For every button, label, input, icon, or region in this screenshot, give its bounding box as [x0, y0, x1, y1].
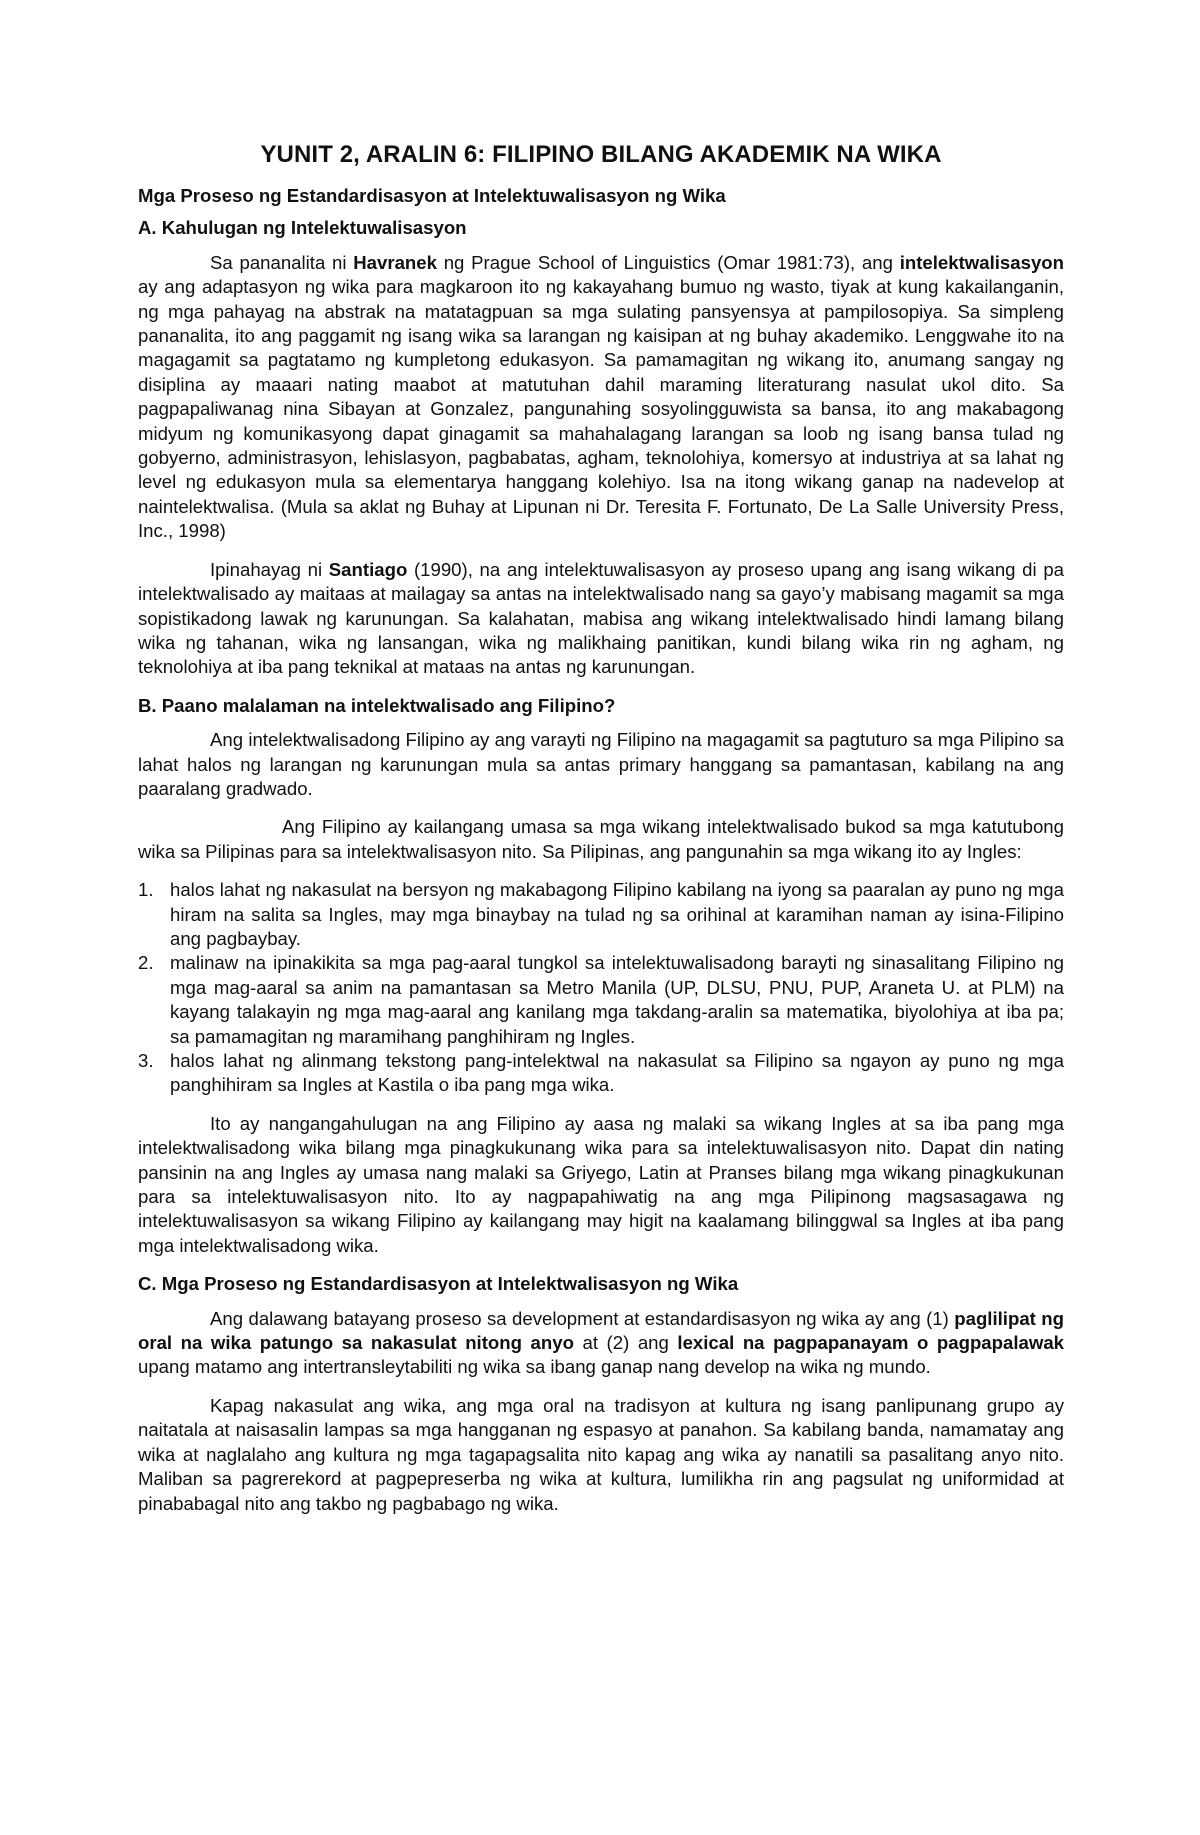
text-run: Sa pananalita ni — [210, 251, 354, 273]
document-subtitle: Mga Proseso ng Estandardisasyon at Intelektuwalisasyon ng Wika — [138, 185, 726, 206]
list-item — [138, 1049, 1064, 1098]
section-a-paragraph-1 — [138, 251, 1064, 544]
section-b-heading: B. Paano malalaman na intelektwalisado ang Filipino? — [138, 694, 616, 716]
document-page — [138, 140, 1064, 1530]
numbered-list — [138, 878, 1064, 1098]
list-number: 1. — [138, 879, 154, 901]
document-title: YUNIT 2, ARALIN 6: FILIPINO BILANG AKADEMIK NA WIKA — [260, 141, 942, 168]
bold-term: intelektwalisasyon — [899, 251, 1065, 273]
section-c-paragraph-2: Kapag nakasulat ang wika, ang mga oral na tradisyon at kultura ng isang panlipunang grupo ay naitatala at naisasalin lampas sa mga hangganan ng espasyo at panahon. Sa kabilang banda, namamatay ang wika at naglalaho ang kultura ng mga tagapagsalita nito kapag ang wika ay nanatili sa pasalitang anyo nito. Maliban sa pagrerekord at pagpepreserba ng wika at kultura, lumilikha rin ang pagsulat ng uniformidad at pinababagal nito ang takbo ng pagbabago ng wika. — [138, 1394, 1064, 1514]
text-run: Ang dalawang batayang proseso sa development at estandardisasyon ng wika ay ang (1) — [210, 1307, 955, 1329]
section-c-heading: C. Mga Proseso ng Estandardisasyon at Intelektwalisasyon ng Wika — [138, 1273, 739, 1295]
section-a-heading: A. Kahulugan ng Intelektuwalisasyon — [138, 217, 467, 239]
text-run: (1990), na ang intelektuwalisasyon ay proseso upang ang isang wikang di pa intelektwalisado ay maitaas at mailagay sa antas na intelektwalisado nang sa gayo’y mabisang magamit sa mga sopistikadong lawak ng karunungan. Sa kalahatan, mabisa ang wikang intelektwalisado hindi lamang bilang wika ng tahanan, wika ng lansangan, wika ng malikhaing panitikan, kundi bilang wika rin ng agham, ng teknolohiya at iba pang teknikal at mataas na antas ng karunungan. — [138, 558, 1064, 678]
list-item-text: malinaw na ipinakikita sa mga pag-aaral tungkol sa intelektuwalisadong barayti ng sinasalitang Filipino ng mga mag-aaral sa anim na pamantasan sa Metro Manila (UP, DLSU, PNU, PUP, Araneta U. at PLM) na kayang talakayin ng mga mag-aaral ang kanilang mga takdang-aralin sa matematika, biyolohiya at iba pa; sa pamamagitan ng maramihang panghihiram ng Ingles. — [170, 952, 1064, 1047]
section-b-paragraph-2: Ang Filipino ay kailangang umasa sa mga wikang intelektwalisado bukod sa mga katutubong wika sa Pilipinas para sa intelektwalisasyon nito. Sa Pilipinas, ang pangunahin sa mga wikang ito ay Ingles: — [138, 816, 1064, 862]
text-run: at (2) ang — [573, 1332, 678, 1354]
list-number: 2. — [138, 952, 154, 974]
list-item — [138, 951, 1064, 1049]
section-a-paragraph-2 — [138, 558, 1064, 680]
bold-term: lexical na pagpapanayam o pagpapalawak — [677, 1332, 1064, 1354]
text-run: upang matamo ang intertransleytabiliti ng wika sa ibang ganap nang develop na wika ng mundo. — [138, 1356, 931, 1378]
list-number: 3. — [138, 1050, 154, 1071]
bold-term: Santiago — [328, 558, 408, 580]
list-item — [138, 878, 1064, 951]
text-run: Ipinahayag ni — [210, 558, 329, 580]
text-run: ng Prague School of Linguistics (Omar 1981:73), ang — [436, 251, 900, 273]
list-item-text: halos lahat ng nakasulat na bersyon ng makabagong Filipino kabilang na iyong sa paaralan ay puno ng mga hiram na salita sa Ingles, may mga binaybay na tulad ng sa orihinal at karamihan naman ay isina-Filipino ang pagbaybay. — [170, 879, 1064, 949]
section-c-paragraph-1 — [138, 1307, 1064, 1380]
bold-term: paglilipat ng oral na wika patungo sa nakasulat nitong anyo — [138, 1307, 1064, 1354]
text-run: ay ang adaptasyon ng wika para magkaroon ito ng kakayahang bumuo ng wasto, tiyak at kung kakailanganin, ng mga pahayag na abstrak na matatagpuan sa mga sulating pansyensya at pampilosopiya. Sa simpleng pananalita, ito ang paggamit ng isang wika sa larangan ng kaisipan at ng buhay akademiko. Lenggwahe ito na magagamit sa pagtatamo ng kumpletong edukasyon. Sa pamamagitan ng wikang ito, anumang sangay ng disiplina ay maaari nating maabot at matutuhan dahil maraming literaturang nasulat ukol dito. Sa pagpapaliwanag nina Sibayan at Gonzalez, pangunahing sosyolingguwista sa bansa, ito ang makabagong midyum ng komunikasyong dapat ginagamit sa mahahalagang larangan sa loob ng isang bansa tulad ng gobyerno, administrasyon, lehislasyon, pagbabatas, agham, teknolohiya, komersyo at industriya at sa lahat ng level ng edukasyon mula sa elementarya hanggang kolehiyo. Isa na itong wikang ganap na nadevelop at naintelektwalisa. (Mula sa aklat ng Buhay at Lipunan ni Dr. Teresita F. Fortunato, De La Salle University Press, Inc., 1998) — [138, 276, 1064, 542]
section-b-paragraph-1: Ang intelektwalisadong Filipino ay ang varayti ng Filipino na magagamit sa pagtuturo sa mga Pilipino sa lahat halos ng larangan ng karunungan mula sa antas primary hanggang sa pamantasan, kabilang na ang paaralang gradwado. — [138, 729, 1064, 799]
list-item-text: halos lahat ng alinmang tekstong pang-intelektwal na nakasulat sa Filipino sa ngayon ay puno ng mga panghihiram sa Ingles at Kastila o iba pang mga wika. — [170, 1050, 1064, 1096]
section-b-paragraph-3: Ito ay nangangahulugan na ang Filipino ay aasa ng malaki sa wikang Ingles at sa iba pang mga intelektwalisadong wika bilang mga pinagkukunang wika para sa intelektuwalisasyon nito. Dapat din nating pansinin na ang Ingles ay umasa nang malaki sa Griyego, Latin at Pranses bilang mga wikang pinagkukunan para sa intelektuwalisasyon nito. Ito ay nagpapahiwatig na ang mga Pilipinong magsasagawa ng intelektuwalisasyon sa wikang Filipino ay kailangang may higit na kaalamang bilinggwal sa Ingles at iba pang mga intelektwalisadong wika. — [138, 1112, 1064, 1256]
bold-term: Havranek — [353, 251, 437, 273]
